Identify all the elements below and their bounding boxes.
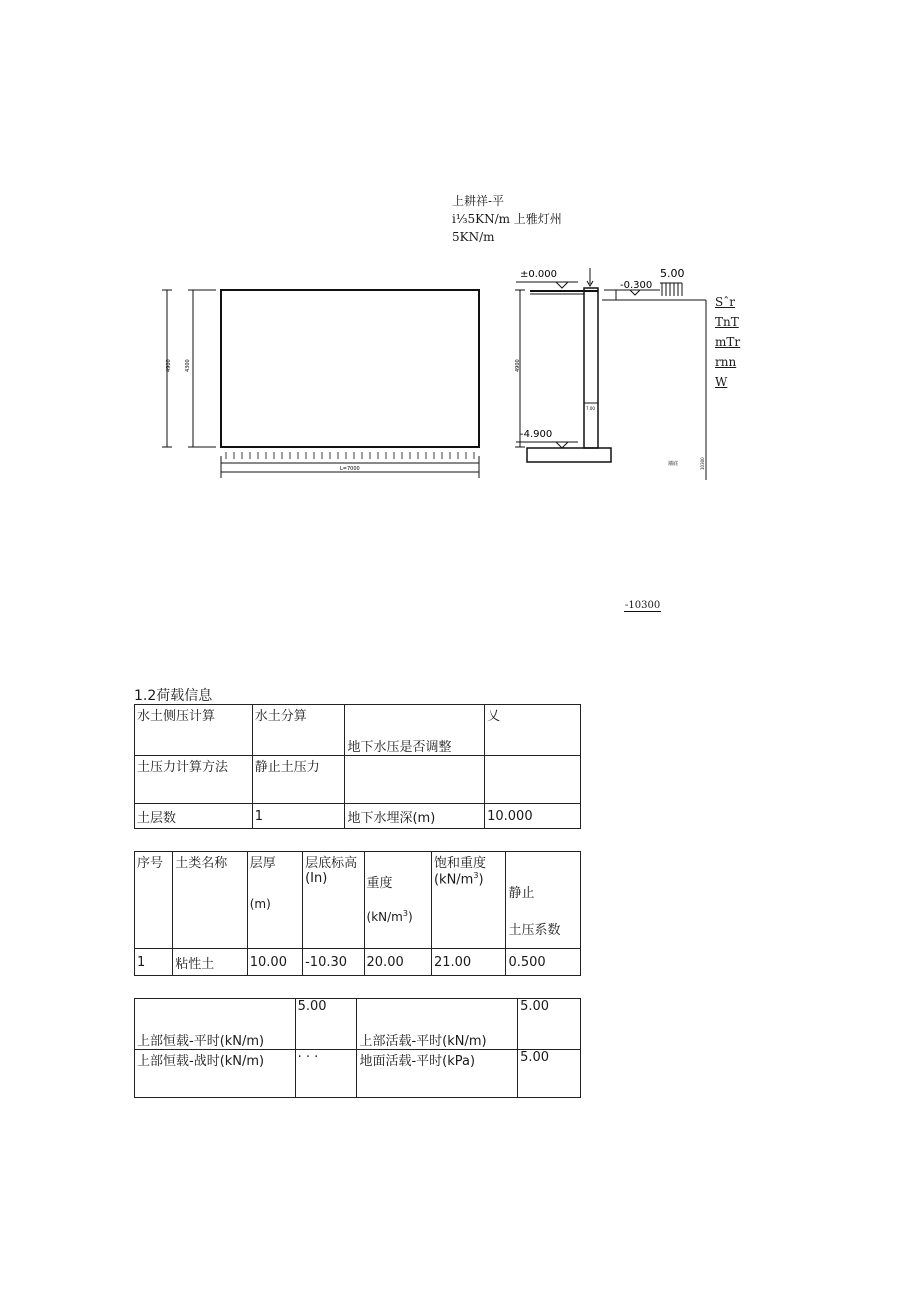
header-cell [364,852,431,949]
table-cell: 土层数 [135,804,253,829]
table-cell [485,756,581,804]
header-text: 土压系数 [508,923,561,938]
header-cell: 序号 [135,852,173,949]
table-cell: 粘性土 [173,949,248,976]
section-title: 1.2荷载信息 [134,688,213,704]
header-text: 静止 [508,886,535,901]
table-cell: 地面活载-平时(kPa) [357,1050,518,1098]
dim-height-outer: 4900 [166,359,172,372]
table-row [135,705,581,756]
table-row [135,949,581,976]
elevation-top: ±0.000 [520,269,558,280]
section-side-label: Sˆr TnT mTr rnn W [715,295,741,389]
water-soil-table [134,704,581,829]
section-view [515,268,706,480]
header-cell: 饱和重度$(kN/m^3)$ [431,852,506,949]
header-unit: $(kN/m^3)$ [366,909,413,924]
table-row [135,804,581,829]
plan-outline [221,290,479,447]
surface-load-value: 5.00 [660,267,685,280]
table-cell: 水土侧压计算 [135,705,253,756]
base-label: 墙底 [668,461,679,467]
table-header-row [135,852,581,949]
header-text: 重度 [366,876,393,891]
right-dim: 10300 [700,457,705,470]
soil-layer-table [134,851,581,976]
table-cell: 1 [135,949,173,976]
elevation-deep: -10300 [625,600,661,611]
plan-view [162,290,479,478]
table-row [135,1050,581,1098]
table-cell: 1 [252,804,345,829]
table-cell: 21.00 [431,949,506,976]
table-cell: 乂 [485,705,581,756]
table-cell: 0.500 [506,949,581,976]
header-text: 层厚 [249,856,276,871]
table-row [135,999,581,1050]
elevation-bottom: -4.900 [520,429,553,440]
engineering-drawing [0,0,920,640]
table-cell: 土压力计算方法 [135,756,253,804]
header-cell: 层底标高(In) [303,852,364,949]
table-cell: 5.00 [518,1050,581,1098]
load-table [134,998,581,1098]
table-cell: 10.000 [485,804,581,829]
dim-width: L=7000 [340,466,360,472]
table-cell: 静止土压力 [252,756,345,804]
table-cell [345,756,485,804]
table-cell: 水土分算 [252,705,345,756]
table-cell: 上部活载-平时(kN/m) [357,999,518,1050]
table-cell: · · · [295,1050,357,1098]
table-cell: -10.30 [303,949,364,976]
table-cell: 地下水压是否调整 [345,705,485,756]
header-unit: (m) [249,897,271,911]
table-cell: 5.00 [518,999,581,1050]
header-cell [247,852,302,949]
dim-height-inner: 4300 [185,359,191,372]
elevation-ground: -0.300 [620,280,653,291]
table-cell: 上部恒载-战时(kN/m) [135,1050,296,1098]
top-note-1: 上耕祥-平 [452,194,505,208]
top-note-3: 5KN/m [452,230,495,244]
table-row [135,756,581,804]
header-cell [506,852,581,949]
table-cell: 10.00 [247,949,302,976]
header-cell: 土类名称 [173,852,248,949]
top-note-2: i⅓5KN/m 上雅灯州 [452,212,562,226]
small-tag: 7.00 [586,406,595,411]
table-cell: 5.00 [295,999,357,1050]
table-cell: 上部恒载-平时(kN/m) [135,999,296,1050]
table-cell: 地下水埋深(m) [345,804,485,829]
table-cell: 20.00 [364,949,431,976]
dim-section-height: 4900 [515,359,521,372]
